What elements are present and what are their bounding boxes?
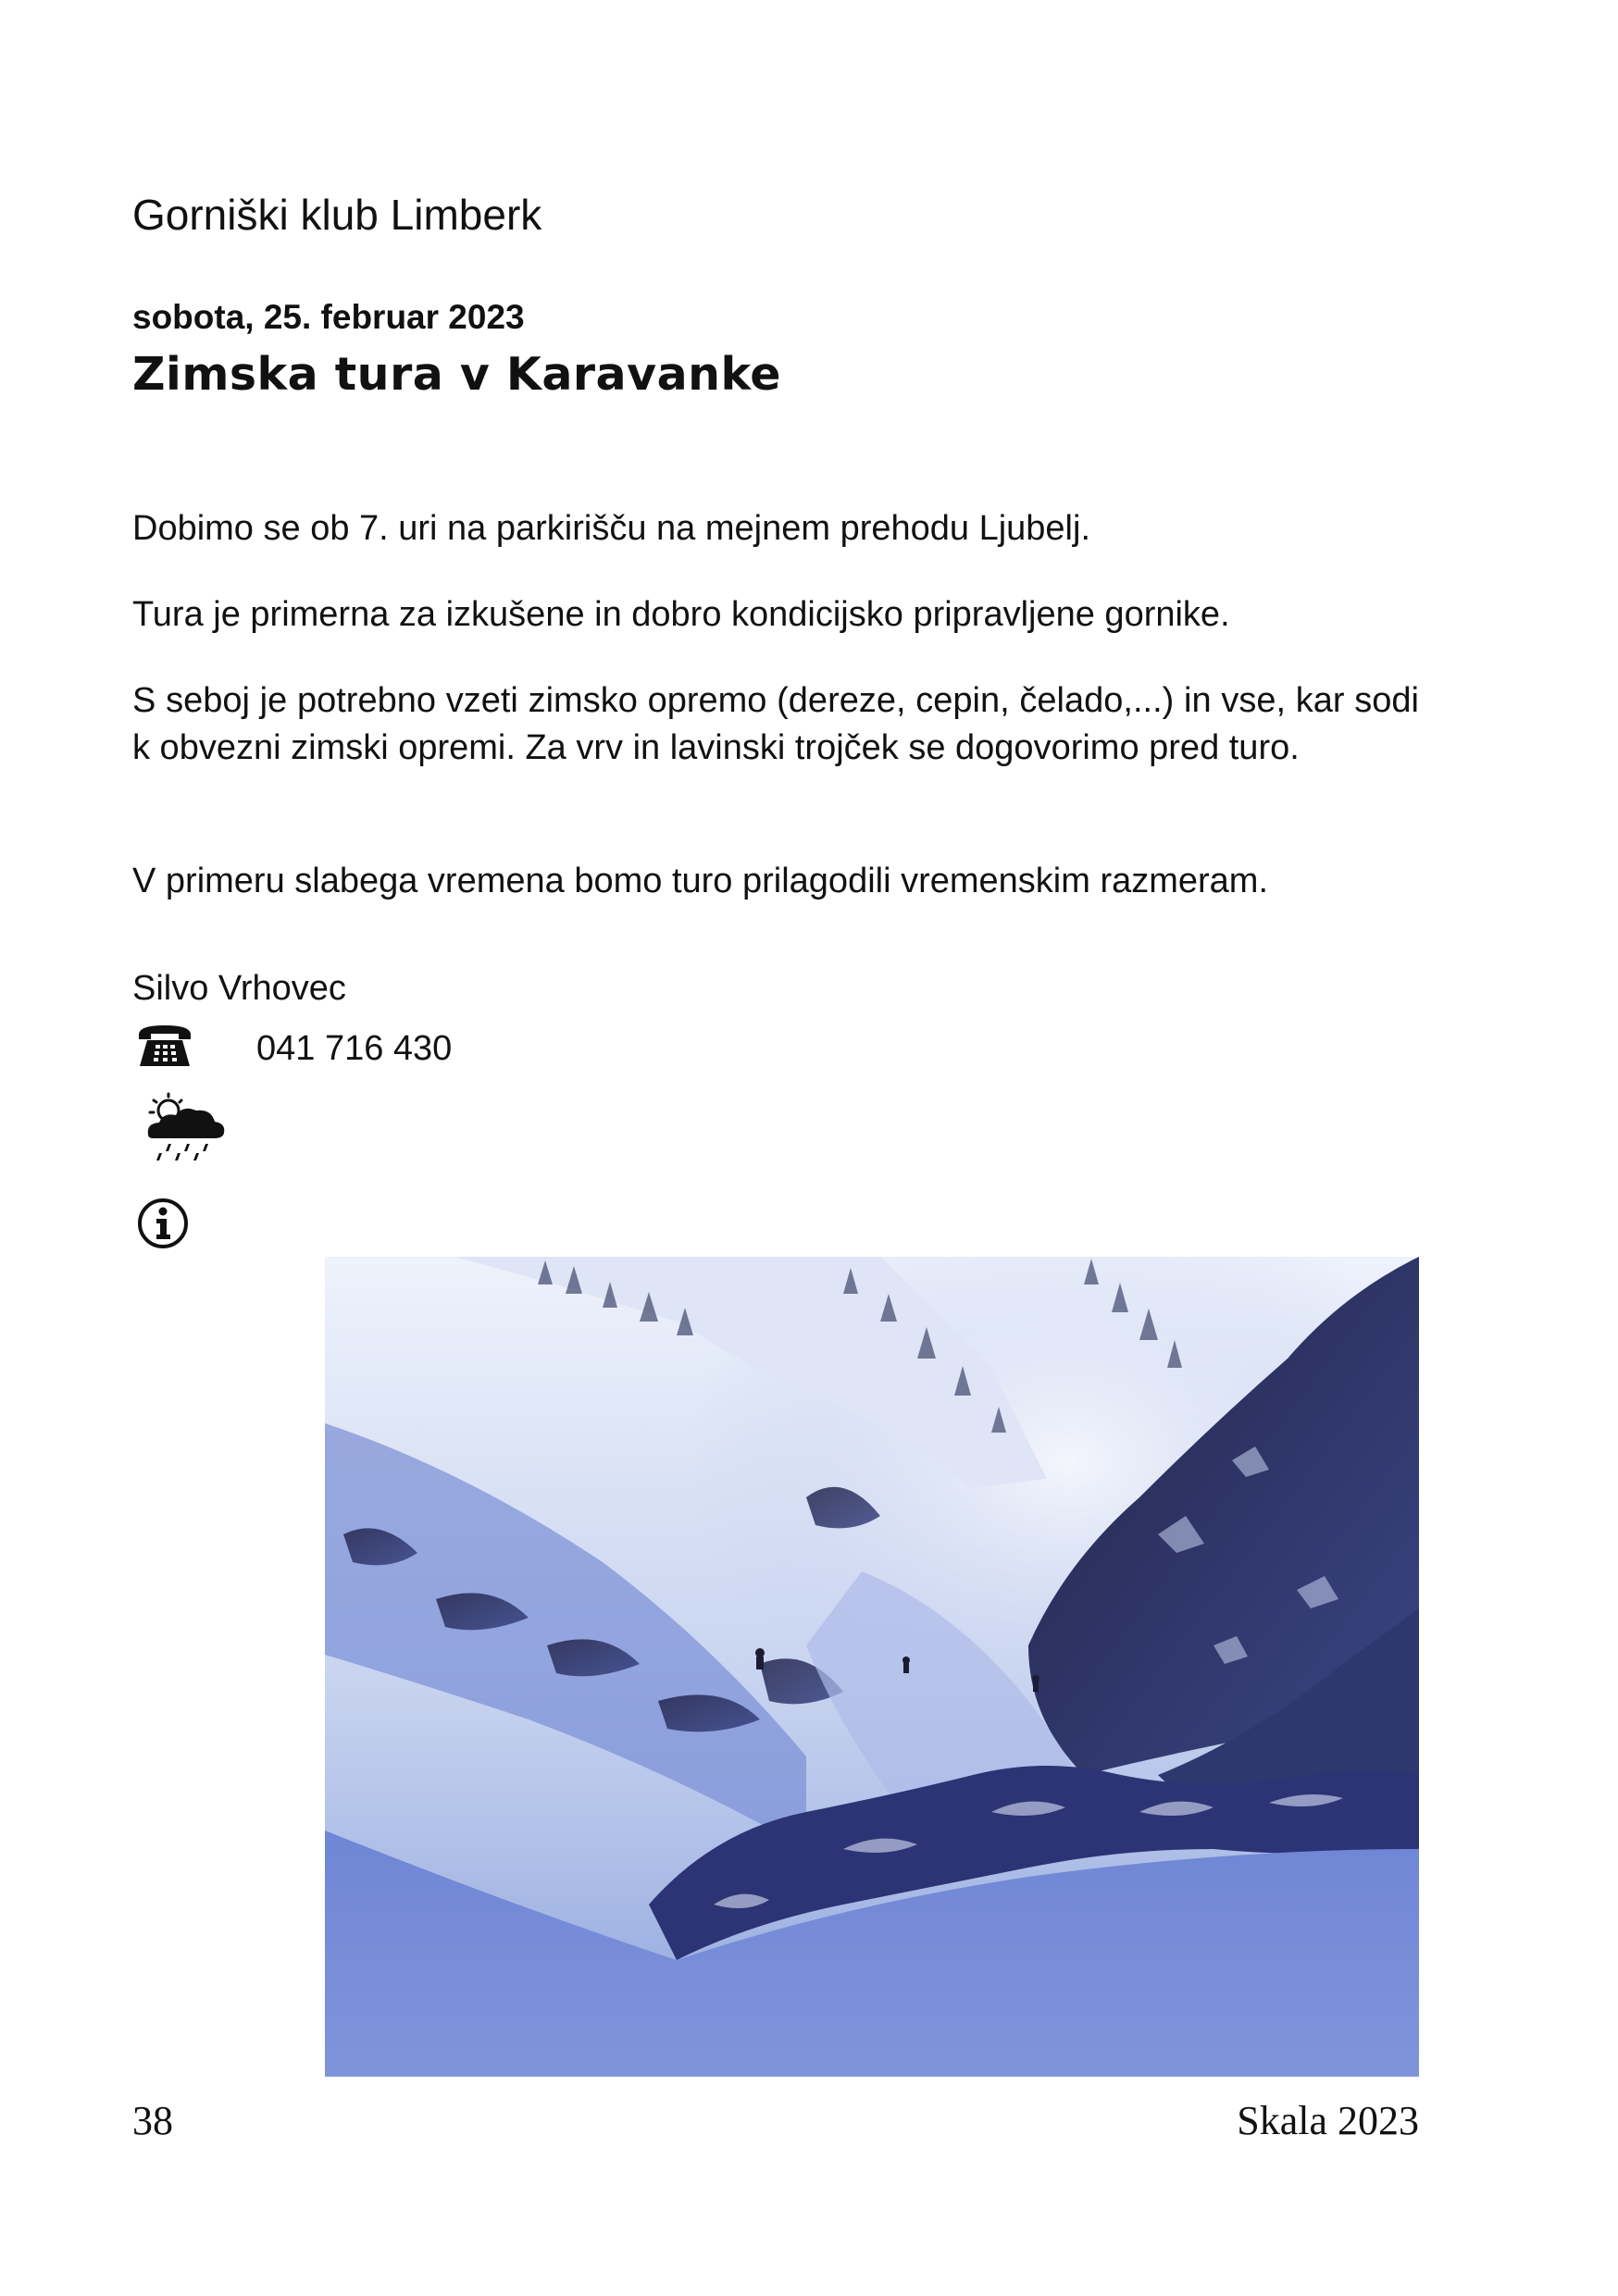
telephone-icon (136, 1022, 193, 1070)
weather-icon (141, 1092, 230, 1164)
snowy-mountain-gully-photo (325, 1257, 1419, 2077)
paragraph-weather: V primeru slabega vremena bomo turo prilagodili vremenskim razmeram. (132, 862, 1269, 900)
phone-number: 041 716 430 (256, 1029, 453, 1068)
event-title: Zimska tura v Karavanke (132, 348, 782, 401)
paragraph-meeting: Dobimo se ob 7. uri na parkirišču na mejnem prehodu Ljubelj. (132, 509, 1090, 548)
page-number: 38 (132, 2098, 173, 2143)
club-name: Gorniški klub Limberk (132, 191, 542, 239)
event-date: sobota, 25. februar 2023 (132, 298, 525, 336)
paragraph-equipment: S seboj je potrebno vzeti zimsko opremo (dereze, cepin, čelado,...) in vse, kar sodi k obvezni zimski opremi. Za vrv in lavinski trojček se dogovorimo pred turo. (132, 681, 1419, 767)
phone-row (132, 1018, 688, 1083)
contact-name: Silvo Vrhovec (132, 969, 346, 1008)
info-icon (137, 1198, 189, 1249)
publication-name: Skala 2023 (1237, 2098, 1419, 2143)
paragraph-difficulty: Tura je primerna za izkušene in dobro kondicijsko pripravljene gornike. (132, 595, 1230, 634)
